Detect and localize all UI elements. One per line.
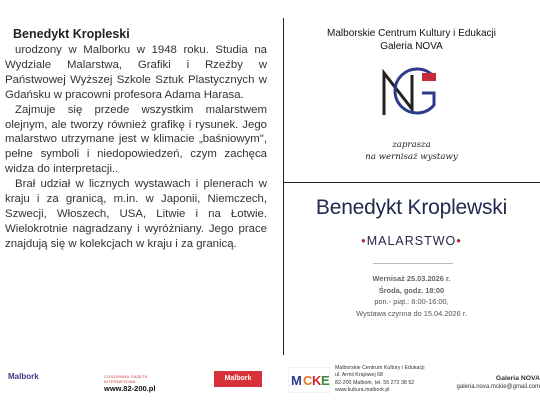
svg-text:M: M [291,373,302,388]
svg-text:K: K [312,373,322,388]
galeria-nova-logo-icon [378,67,440,119]
invite-text: na wernisaż wystawy [365,152,458,162]
opening-date: Wernisaż 25.03.2026 r. [372,274,451,283]
gazeta-logo [104,374,164,393]
gazeta-tagline: CODZIENNA GAZETA INTERNETOWA [104,374,148,384]
website-link[interactable]: www.kultura.malbork.pl [335,386,390,393]
organizer-name: Malborskie Centrum Kultury i Edukacji [327,28,496,39]
bio-paragraph: Zajmuje się przede wszystkim malarstwem olejnym, ale tworzy również grafikę i rysunek. Jego malarstwo utrzymane jest w klimacie „baśniowym", pełne symboli i niedopowiedzeń, czym zachęca widza do interpretacji.. [5,103,267,176]
organizer-address [335,365,425,394]
horizontal-divider [283,182,540,183]
exhibition-genre [283,233,540,248]
svg-text:C: C [303,373,313,388]
bullet-icon: • [361,233,367,248]
opening-hours: pon.- piąt.: 8:00-16:00, [374,297,449,306]
gallery-contact-name: Galeria NOVA [495,375,540,382]
bio-paragraph: Brał udział w licznych wystawach i plenerach w kraju i za granicą, m.in. w Japonii, Niemczech, Szwecji, Włoszech, USA, Litwie i na Łotwie. Wielokrotnie nagradzany i wyróżniany. Jego prace znajdują się w kolekcjach w kraju i za granicą. [5,178,267,250]
mcke-logo-icon [288,367,330,393]
exhibition-artist-title: Benedykt Kroplewski [315,196,508,219]
exhibition-duration: Wystawa czynna do 15.04.2026 r. [356,308,467,318]
gallery-name: Galeria NOVA [380,41,443,52]
bio-paragraph: urodzony w Malborku w 1948 roku. Studia na Wydziale Malarstwa, Grafiki i Rzeźby w Państwowej Wyższej Szkole Sztuk Plastycznych w Gdańsku w pracowni profesora Adama Harasa. [5,44,267,101]
bio-artist-name: Benedykt Kropleski [13,27,130,41]
address-line: Malborskie Centrum Kultury i Edukacji [335,365,425,371]
bullet-icon: • [456,233,462,248]
gallery-contact [455,375,540,391]
gallery-email[interactable]: galeria.nova.mckie@gmail.com [456,384,540,390]
genre-label: MALARSTWO [366,234,457,248]
address-line: ul. Armii Krajowej 68 [335,372,383,379]
biography [5,27,267,252]
exhibition-details [283,273,540,319]
svg-text:E: E [321,373,330,388]
malbork-logo: Malbork [8,372,39,381]
invite-text: zaprasza [392,140,431,150]
opening-time: Środa, godz. 18:00 [378,285,445,295]
mm-logo: Malbork [214,371,262,387]
organizer [283,27,540,53]
gazeta-url: www.82-200.pl [104,384,156,393]
address-line: 82-200 Malbork, tel. 55 272 38 52 [335,379,415,386]
separator-line [373,263,453,264]
invitation [283,139,540,163]
